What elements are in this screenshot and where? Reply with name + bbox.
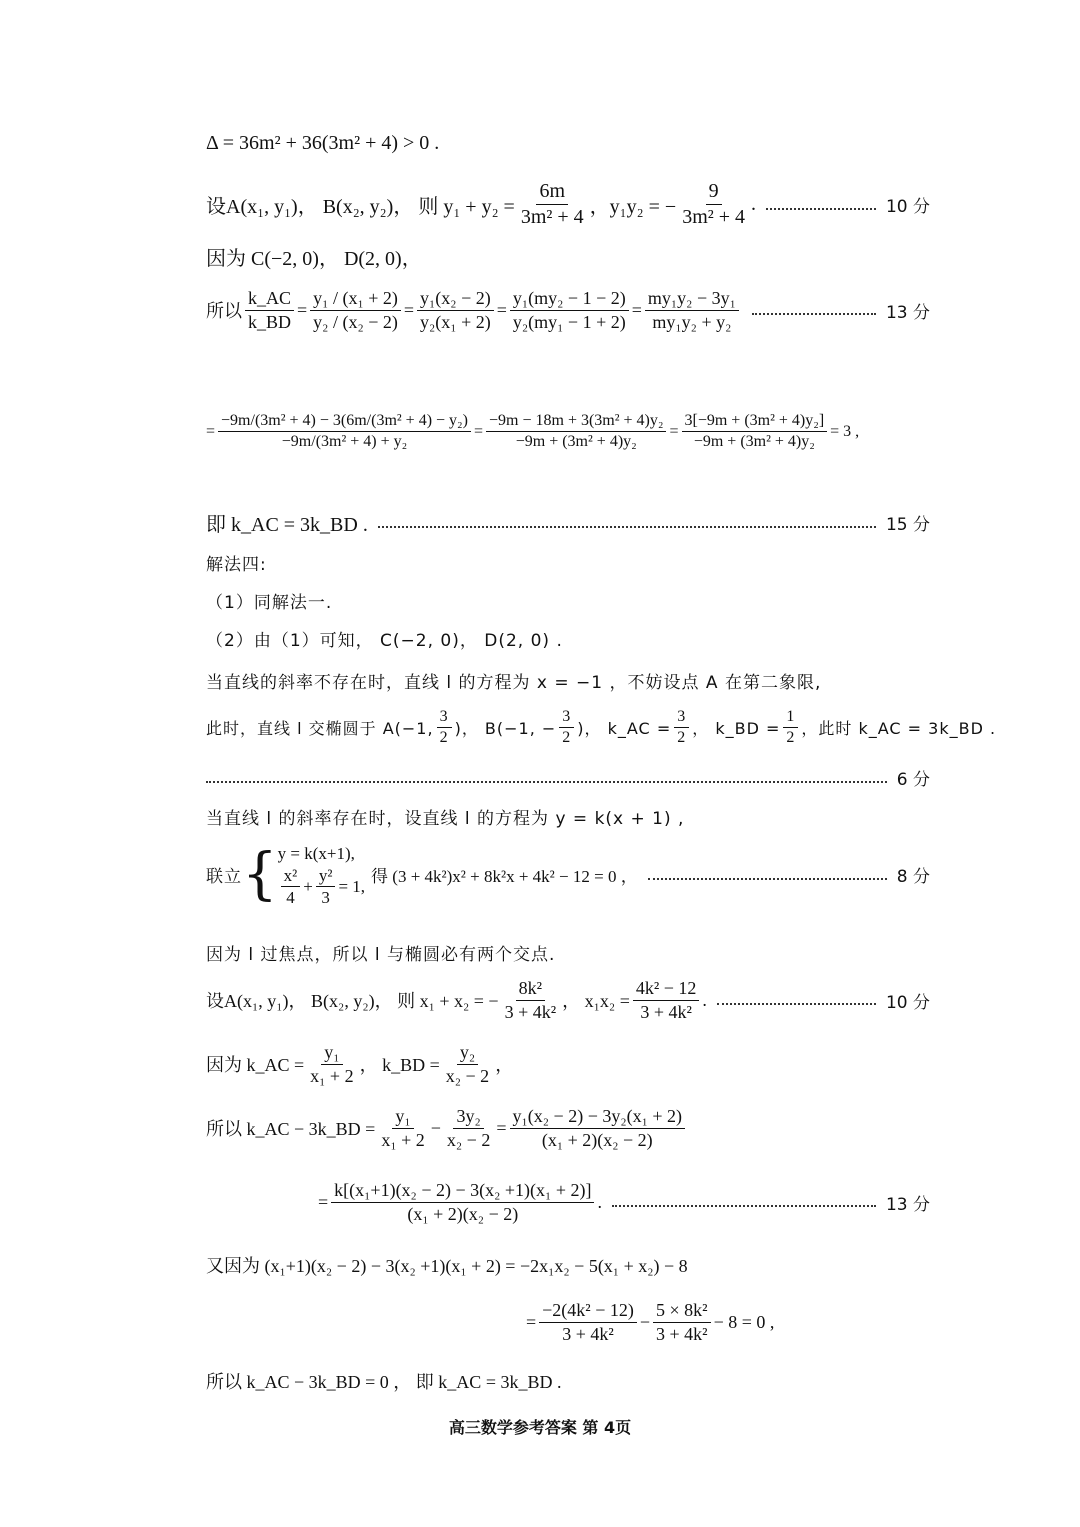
fraction-numerator: 3y₂ — [453, 1106, 483, 1129]
dot-leader — [612, 1205, 876, 1207]
fraction-numerator: 4k² − 12 — [633, 978, 700, 1001]
final-text: 所以 k_AC − 3k_BD = 0 ， 即 k_AC = 3k_BD . — [206, 1372, 562, 1392]
score-line-6 — [206, 765, 930, 790]
dot-leader — [206, 781, 887, 783]
part1-text: （1）同解法一. — [206, 593, 333, 613]
fraction-denominator: k_BD — [248, 311, 292, 332]
discriminant-line — [206, 132, 930, 155]
left-brace: { — [242, 841, 278, 907]
fraction-denominator: y₂ / (x₂ − 2) — [313, 311, 398, 332]
zero-fraction-2 — [653, 1300, 711, 1344]
diff-fraction-3 — [510, 1106, 686, 1150]
ratio-fraction-3 — [510, 288, 629, 332]
minus-sign: − — [430, 1117, 441, 1138]
part2-text: （2）由（1）可知， C(−2, 0)， D(2, 0) . — [206, 631, 563, 651]
fraction-denominator: 4 — [286, 888, 295, 908]
zero-end: − 8 = 0 , — [713, 1311, 775, 1332]
dot-leader — [378, 526, 876, 528]
fraction-denominator: 2 — [562, 729, 572, 747]
fraction-numerator: 3[−9m + (3m² + 4)y₂] — [682, 412, 828, 432]
fraction-denominator: x₂ − 2 — [446, 1129, 491, 1150]
fraction-numerator: 3 — [559, 708, 574, 728]
factored-end: . — [597, 1191, 602, 1212]
fraction-denominator: x₂ − 2 — [445, 1065, 490, 1086]
sum-fraction — [518, 180, 587, 229]
ratio-fraction-4 — [645, 288, 739, 332]
difference-text-a: 所以 k_AC − 3k_BD = — [206, 1119, 376, 1140]
fraction-denominator: y₂(x₁ + 2) — [420, 311, 491, 332]
vertical-case-line — [206, 668, 930, 693]
expand-text: 又因为 (x₁+1)(x₂ − 2) − 3(x₂ +1)(x₁ + 2) = −2x₁x₂ − 5(x₁ + x₂) − 8 — [206, 1256, 688, 1276]
fraction-numerator: y₁ — [392, 1106, 413, 1129]
fraction-numerator: 6m — [536, 180, 568, 205]
fraction-denominator: 3 + 4k² — [562, 1323, 614, 1344]
difference-line — [206, 1106, 930, 1150]
fraction-three-halves — [437, 708, 452, 748]
score-mark: 13 分 — [885, 1194, 930, 1215]
vieta-text: 设A(x₁, y₁)， B(x₂, y₂)， 则 y₁ + y₂ = — [206, 196, 515, 218]
fraction-three-halves-neg — [559, 708, 574, 748]
plus-sign: + — [303, 876, 313, 896]
vieta2-end: . — [702, 989, 707, 1010]
slope-def-text-c: ， — [495, 1055, 514, 1076]
x-sum-fraction — [502, 978, 560, 1022]
fraction-numerator: 5 × 8k² — [653, 1300, 711, 1323]
fraction-denominator: −9m/(3m² + 4) + y₂ — [281, 433, 408, 451]
vieta-mid: ，y₁y₂ = − — [589, 196, 677, 218]
fraction-denominator: 2 — [786, 729, 796, 747]
fraction-numerator: 9 — [706, 180, 722, 205]
intersection-text-a: 此时，直线 l 交椭圆于 A(−1, — [206, 719, 434, 739]
x-product-fraction — [633, 978, 700, 1022]
ratio-fraction-2 — [417, 288, 494, 332]
fraction-denominator: 3 + 4k² — [656, 1323, 708, 1344]
vertical-case-text: 当直线的斜率不存在时，直线 l 的方程为 x = −1 ，不妨设点 A 在第二象限, — [206, 673, 822, 693]
equals-sign: = — [496, 1117, 507, 1138]
fraction-numerator: 1 — [783, 708, 798, 728]
intersection-text-b: )， B(−1, − — [454, 719, 557, 739]
method-four-heading — [206, 550, 930, 575]
fraction-denominator: −9m + (3m² + 4)y₂ — [515, 433, 637, 451]
page-footer: 高三数学参考答案 第 4页 — [448, 1418, 632, 1437]
fraction-denominator: (x₁ + 2)(x₂ − 2) — [407, 1203, 519, 1224]
fraction-numerator: y₂ — [457, 1042, 478, 1065]
kac-fraction — [307, 1042, 356, 1086]
fraction-numerator: y₁ — [321, 1042, 342, 1065]
fraction-numerator: −9m/(3m² + 4) − 3(6m/(3m² + 4) − y₂) — [218, 412, 471, 432]
fraction-numerator: y₁ / (x₁ + 2) — [310, 288, 401, 311]
slope-exists-line — [206, 804, 930, 829]
final-line — [206, 1368, 930, 1394]
simplify-end: = 3 , — [830, 422, 860, 440]
dot-leader — [717, 1003, 876, 1005]
vieta-line-1 — [206, 180, 930, 229]
system-line — [206, 842, 930, 908]
intersection-line — [206, 708, 997, 748]
fraction-numerator: y₁(my₂ − 1 − 2) — [510, 288, 629, 311]
zero-fraction-1 — [539, 1300, 637, 1344]
fraction-kac — [674, 708, 689, 748]
equals-sign: = — [526, 1311, 537, 1332]
score-mark: 15 分 — [885, 515, 930, 535]
conclusion-line-1 — [206, 508, 930, 537]
compound-fraction — [310, 288, 401, 332]
equation-system — [278, 842, 365, 908]
intersection-text-c: )， k_AC = — [577, 719, 672, 739]
fraction-kbd — [783, 708, 798, 748]
fraction-numerator: k_AC — [245, 288, 294, 311]
factored-fraction — [331, 1180, 594, 1224]
focus-line — [206, 940, 930, 965]
kbd-fraction — [443, 1042, 492, 1086]
part2-line — [206, 626, 930, 651]
fraction-numerator: y² — [316, 866, 336, 888]
simplify-line: = $\frac{\text{−9m/(3m² + 4) − 3(6m/(3m² + 4) − y₂)}}{\text{−9m/(3m² + 4) + y₂}}$ = $\frac{\text{−9m − 18m + 3(3m² + 4)y₂}}{\text{−9m + (3m² + 4)y₂}}$ = $\frac{\text{3[−9m + (3m² + 4)y₂]}}{\text{−9m + (3m² + 4)y₂}}$ = 3 , — [206, 412, 860, 451]
y-squared-over-3 — [316, 866, 336, 908]
fraction-denominator: (x₁ + 2)(x₂ − 2) — [541, 1129, 653, 1150]
intersection-text-e: ，此时 k_AC = 3k_BD . — [801, 719, 997, 739]
vieta2-mid: ， x₁x₂ = — [562, 991, 630, 1012]
score-mark: 13 分 — [885, 302, 930, 323]
fraction-denominator: 3 — [321, 888, 330, 908]
score-mark: 10 分 — [885, 197, 930, 217]
big-fraction-3 — [682, 412, 828, 452]
fraction-numerator: 8k² — [516, 978, 545, 1001]
slope-def-line — [206, 1042, 930, 1086]
vieta-line-2 — [206, 978, 930, 1022]
big-fraction-1 — [218, 412, 471, 452]
zero-line — [526, 1300, 930, 1344]
score-mark: 10 分 — [885, 992, 930, 1013]
score-mark: 6 分 — [896, 770, 930, 790]
fraction-numerator: my₁y₂ − 3y₁ — [645, 288, 739, 311]
fraction-denominator: 2 — [677, 729, 687, 747]
product-fraction — [679, 180, 748, 229]
equals-sign: = — [318, 1191, 329, 1212]
fraction-numerator: 3 — [674, 708, 689, 728]
fraction-denominator: 2 — [439, 729, 449, 747]
fraction-denominator: my₁y₂ + y₂ — [652, 311, 732, 332]
slope-def-text-a: 因为 k_AC = — [206, 1055, 305, 1076]
fraction-numerator: y₁(x₂ − 2) — [417, 288, 494, 311]
intersection-text-d: ， k_BD = — [692, 719, 781, 739]
diff-fraction-2 — [444, 1106, 493, 1150]
fraction-numerator: −2(4k² − 12) — [539, 1300, 637, 1323]
fraction-denominator: 3 + 4k² — [504, 1001, 557, 1022]
slope-def-text-b: ， k_BD = — [359, 1055, 440, 1076]
vieta2-text: 设A(x₁, y₁)， B(x₂, y₂)， 则 x₁ + x₂ = − — [206, 991, 499, 1012]
discriminant-text: Δ = 36m² + 36(3m² + 4) > 0 . — [206, 132, 440, 154]
fraction-denominator: 3 + 4k² — [640, 1001, 692, 1022]
conclusion-text: 即 k_AC = 3k_BD . — [206, 514, 368, 536]
dot-leader — [752, 313, 876, 315]
points-text: 因为 C(−2, 0)， D(2, 0)， — [206, 248, 422, 270]
system-line-equation: y = k(x+1), — [277, 844, 355, 863]
focus-text: 因为 l 过焦点，所以 l 与椭圆必有两个交点. — [206, 945, 556, 965]
dot-leader — [766, 208, 876, 210]
slope-exists-text: 当直线 l 的斜率存在时，设直线 l 的方程为 y = k(x + 1) , — [206, 809, 685, 829]
ratio-prefix: 所以 — [206, 301, 242, 322]
system-prefix: 联立 — [206, 867, 242, 888]
equals-one: = 1, — [338, 876, 366, 896]
x-squared-over-4 — [281, 866, 301, 908]
fraction-numerator: x² — [281, 866, 301, 888]
fraction-denominator: 3m² + 4 — [682, 206, 746, 228]
fraction-numerator: 3 — [437, 708, 452, 728]
fraction-numerator: −9m − 18m + 3(3m² + 4)y₂ — [486, 412, 666, 432]
diff-fraction-1 — [378, 1106, 427, 1150]
dot-leader — [648, 878, 887, 880]
fraction-numerator: k[(x₁+1)(x₂ − 2) − 3(x₂ +1)(x₁ + 2)] — [331, 1180, 594, 1203]
quadratic-text: 得 (3 + 4k²)x² + 8k²x + 4k² − 12 = 0 ， — [371, 867, 638, 887]
method-heading-text: 解法四: — [206, 555, 267, 575]
fraction-denominator: x₁ + 2 — [381, 1129, 425, 1150]
ratio-line: 所以 $\frac{k\_AC}{k\_BD}$ = $\frac{\text{y₁ / (x₁ + 2)}}{\text{y₂ / (x₂ − 2)}}$ = $\frac{\text{y₁(x₂ − 2)}}{\text{y₂(x₁ + 2)}}$ = $\frac{\text{y₁(my₂ − 1 − 2)}}{\text{y₂(my₁ − 1 + 2)}}$ = $\frac{\text{my₁y₂ − 3y₁}}{\text{my₁y₂ + y₂}}$ 13 分 — [206, 288, 930, 332]
fraction-denominator: x₁ + 2 — [310, 1065, 354, 1086]
factored-line — [318, 1180, 930, 1224]
score-mark: 8 分 — [896, 867, 930, 888]
big-fraction-2 — [486, 412, 666, 452]
system-ellipse-equation — [278, 866, 365, 908]
fraction-numerator: y₁(x₂ − 2) − 3y₂(x₁ + 2) — [510, 1106, 686, 1129]
expand-line — [206, 1252, 930, 1278]
fraction-denominator: −9m + (3m² + 4)y₂ — [693, 433, 815, 451]
slope-ratio-fraction — [245, 288, 294, 332]
fraction-denominator: y₂(my₁ − 1 + 2) — [512, 311, 626, 332]
fraction-denominator: 3m² + 4 — [520, 206, 584, 228]
points-line — [206, 242, 930, 271]
part1-line — [206, 588, 930, 613]
vieta-end: . — [751, 193, 757, 215]
minus-sign: − — [639, 1311, 650, 1332]
